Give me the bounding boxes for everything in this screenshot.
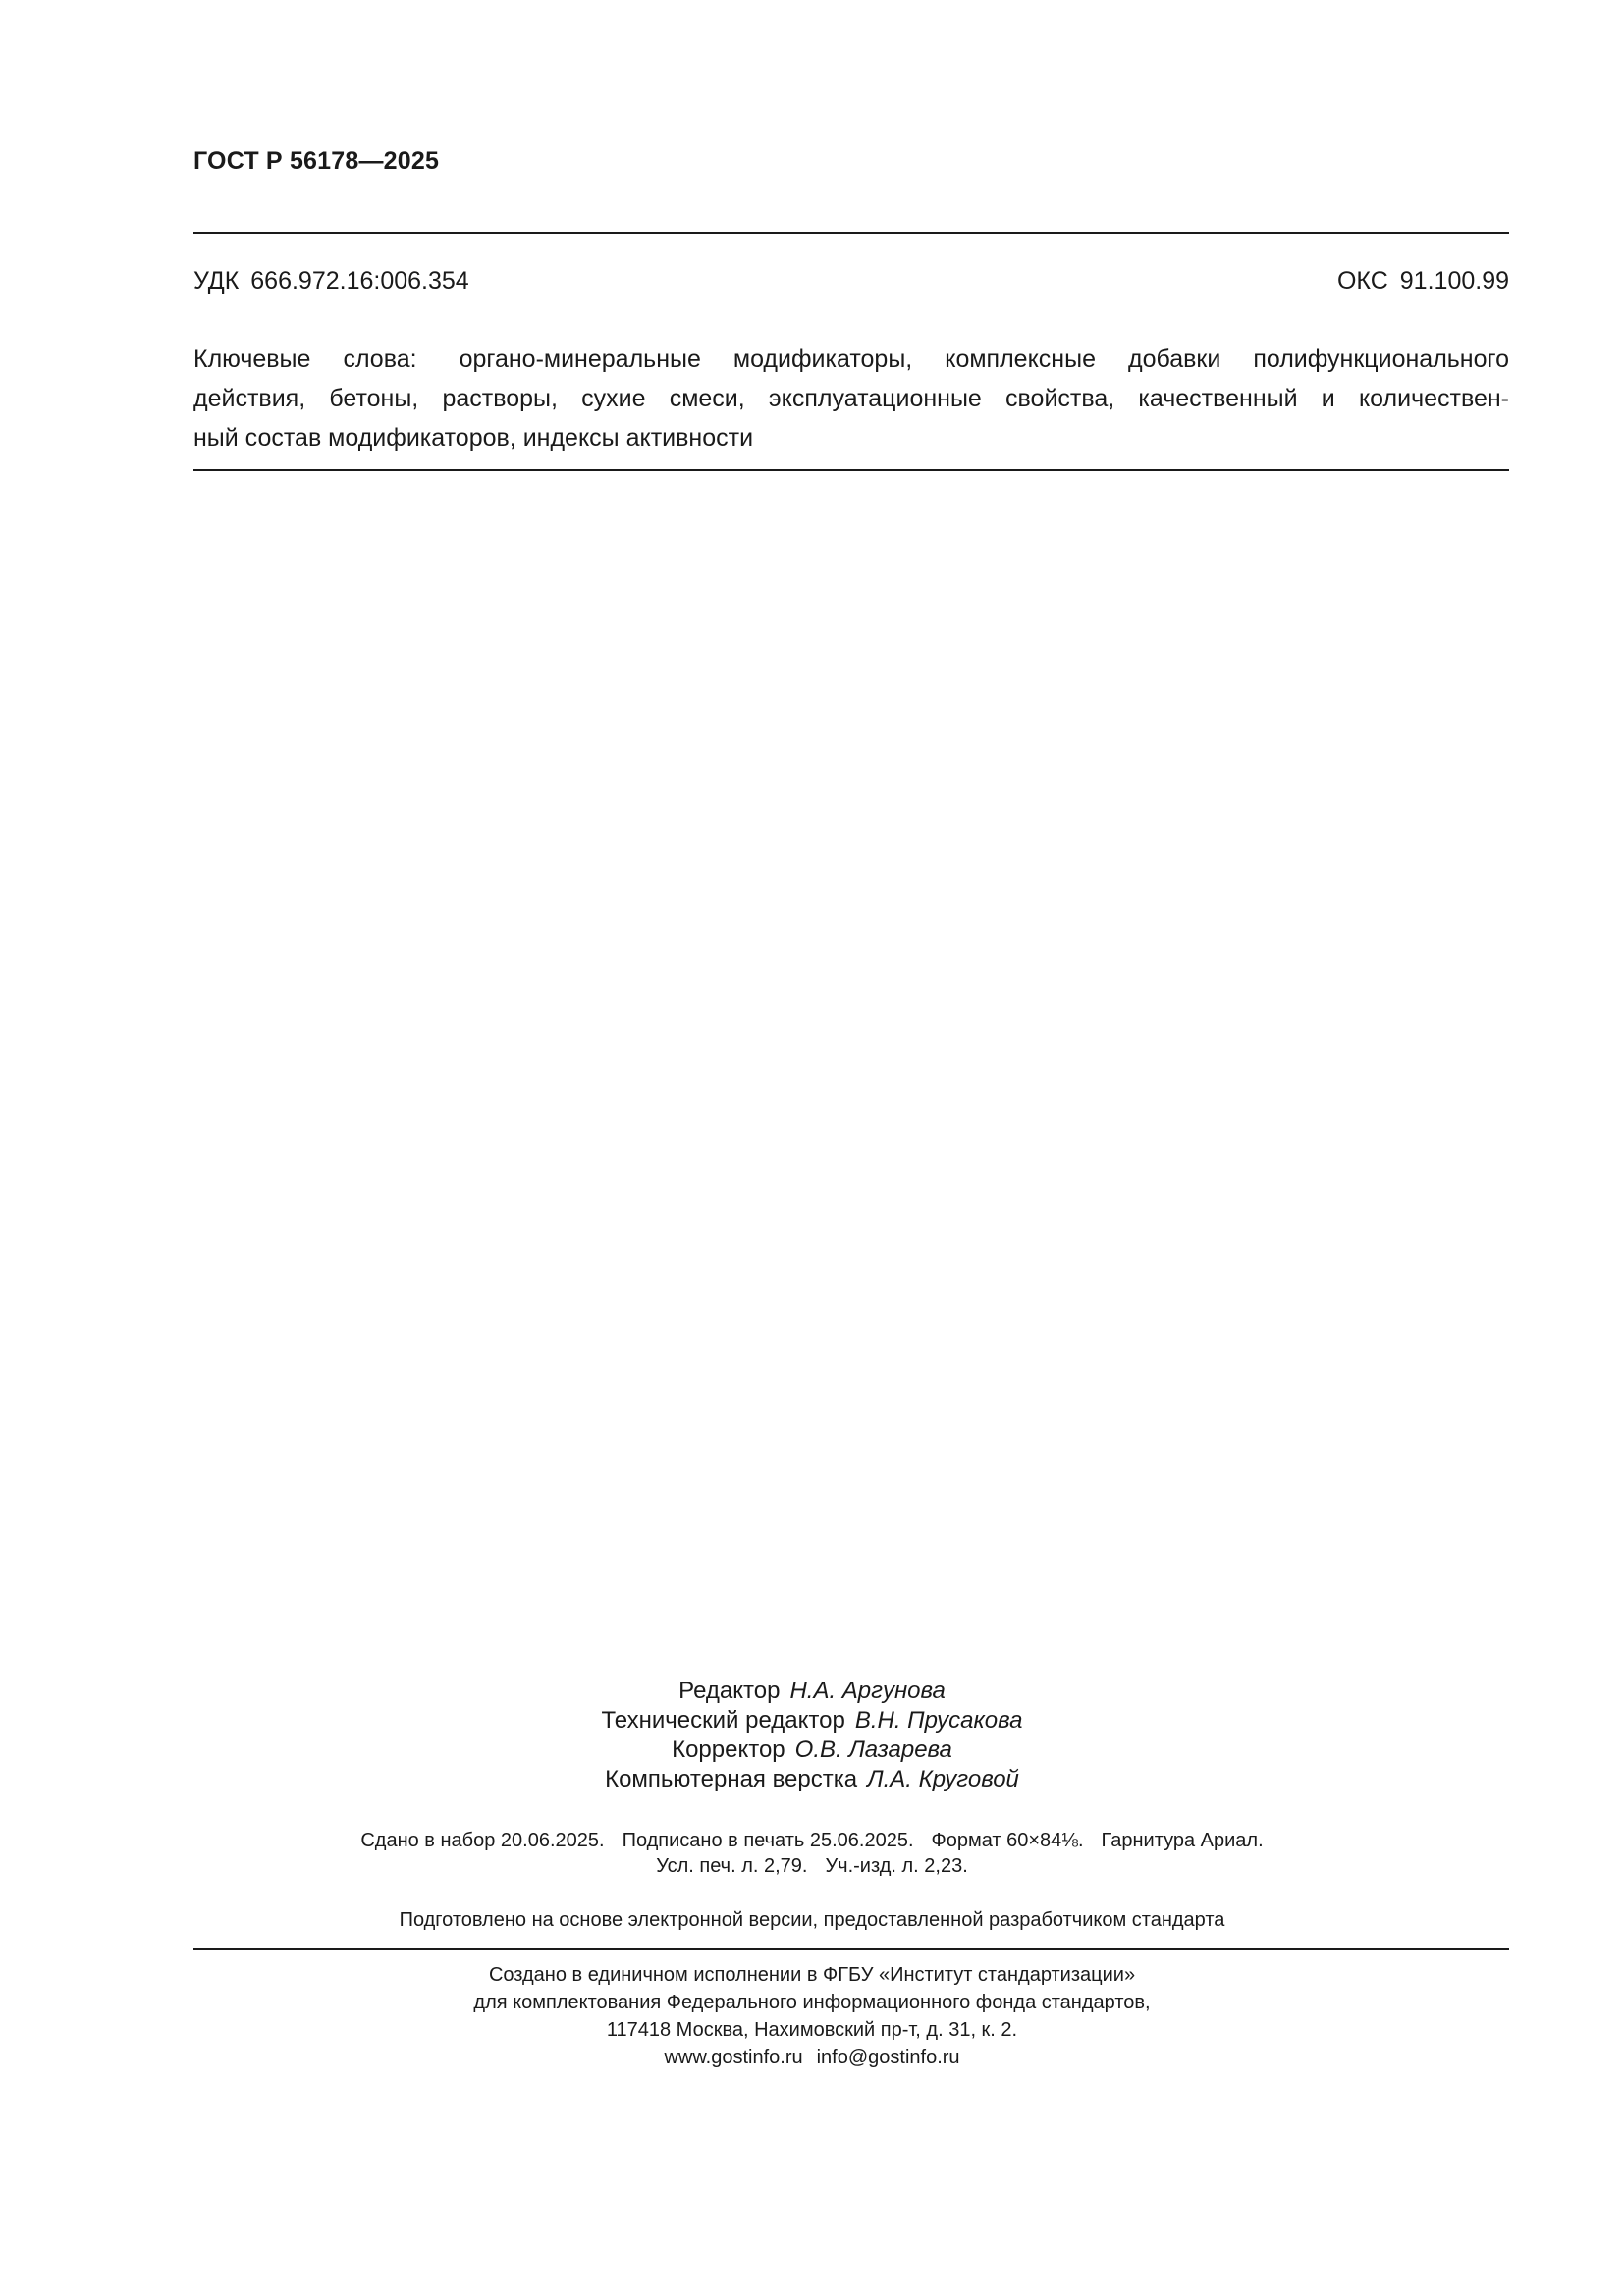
udk-value: 666.972.16:006.354	[250, 267, 469, 294]
imprint-publisher-sheets: Уч.-изд. л. 2,23.	[825, 1855, 968, 1877]
credit-name: Л.А. Круговой	[867, 1766, 1019, 1792]
publisher-block	[0, 1961, 1624, 2071]
imprint-line-2	[0, 1853, 1624, 1879]
publisher-address: 117418 Москва, Нахимовский пр-т, д. 31, к. 2.	[606, 2019, 1018, 2041]
credit-name: О.В. Лазарева	[794, 1736, 952, 1763]
divider-top	[193, 232, 1509, 234]
keywords-line-3: ный состав модификаторов, индексы активности	[193, 424, 754, 452]
credit-role: Редактор	[678, 1678, 781, 1704]
divider-keywords	[193, 469, 1509, 471]
credit-editor	[0, 1677, 1624, 1706]
udk-classification	[193, 267, 469, 295]
imprint-format: Формат 60×84⅛.	[931, 1830, 1084, 1851]
imprint-block	[0, 1828, 1624, 1879]
imprint-submitted: Сдано в набор 20.06.2025.	[360, 1830, 605, 1851]
credit-technical-editor	[0, 1706, 1624, 1735]
divider-bottom	[193, 1948, 1509, 1950]
imprint-typeface: Гарнитура Ариал.	[1101, 1830, 1264, 1851]
prepared-note: Подготовлено на основе электронной версии, предоставленной разработчиком стандарта	[399, 1909, 1225, 1931]
publisher-email-link[interactable]: info@gostinfo.ru	[816, 2047, 960, 2068]
standard-id-header: ГОСТ Р 56178—2025	[193, 147, 440, 175]
udk-label: УДК	[193, 267, 240, 294]
keywords-line-2: действия, бетоны, растворы, сухие смеси, эксплуатационные свойства, качественный и количествен-	[193, 385, 1509, 412]
imprint-line-1	[0, 1828, 1624, 1853]
credit-role: Корректор	[672, 1736, 785, 1763]
classification-row	[193, 267, 1509, 295]
keywords-text-1: органо-минеральные модификаторы, комплексные добавки полифункционального	[459, 346, 1509, 373]
keywords-line-1	[193, 340, 1509, 379]
publisher-contacts	[0, 2044, 1624, 2071]
imprint-print-sheets: Усл. печ. л. 2,79.	[656, 1855, 808, 1877]
keywords-label: Ключевые слова:	[193, 346, 417, 373]
keywords-block	[193, 340, 1509, 457]
credit-name: В.Н. Прусакова	[854, 1707, 1023, 1734]
oks-value: 91.100.99	[1399, 267, 1509, 294]
publisher-line-1: Создано в единичном исполнении в ФГБУ «Институт стандартизации»	[488, 1964, 1136, 1986]
oks-label: ОКС	[1336, 267, 1388, 294]
imprint-signed: Подписано в печать 25.06.2025.	[622, 1830, 914, 1851]
credit-role: Компьютерная верстка	[605, 1766, 858, 1792]
oks-classification	[1337, 267, 1509, 295]
credit-proofreader	[0, 1735, 1624, 1765]
credit-role: Технический редактор	[601, 1707, 845, 1734]
credit-name: Н.А. Аргунова	[789, 1678, 946, 1704]
publisher-website-link[interactable]: www.gostinfo.ru	[664, 2047, 803, 2068]
credit-layout	[0, 1765, 1624, 1794]
editorial-credits	[0, 1677, 1624, 1794]
publisher-line-2: для комплектования Федерального информационного фонда стандартов,	[473, 1992, 1151, 2013]
